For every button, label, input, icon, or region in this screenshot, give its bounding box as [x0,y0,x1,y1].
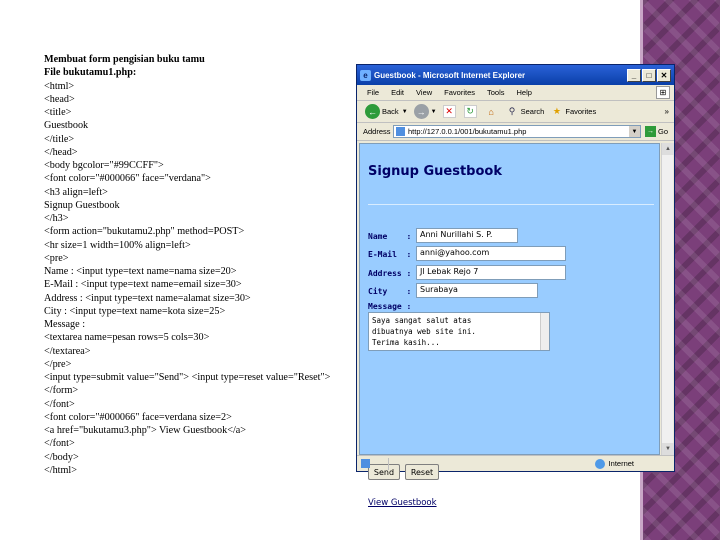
title-bar[interactable] [357,65,674,85]
address-value: http://127.0.0.1/001/bukutamu1.php [408,127,527,136]
code-line: <html> [44,80,75,92]
search-label: Search [520,107,545,116]
back-label: Back [382,107,399,116]
status-bar [357,455,674,471]
star-icon: ★ [552,106,561,116]
code-line: <font color="#000066" face=verdana size=2> [44,411,232,423]
menu-help[interactable]: Help [516,88,532,97]
address-bar [357,123,674,141]
go-label: Go [658,127,669,136]
stop-icon: ✕ [443,105,456,118]
code-line: Signup Guestbook [44,199,120,211]
code-line: </h3> [44,213,69,224]
code-line: <body bgcolor="#99CCFF"> [44,160,164,171]
address-field[interactable]: Jl Lebak Rejo 7 [416,265,566,280]
horizontal-rule [368,204,654,205]
home-button[interactable] [485,105,500,118]
code-line: Guestbook [44,120,89,132]
code-line: </pre> [44,358,72,370]
address-input[interactable] [393,125,641,138]
code-line: Name : <input type=text name=nama size=20> [44,266,237,277]
code-line: </textarea> [44,345,91,357]
menu-view[interactable]: View [416,88,433,97]
code-line: <input type=submit value="Send"> <input type=reset value="Reset"> [44,372,331,383]
forward-arrow-icon: → [414,104,429,119]
code-line: </body> [44,451,79,463]
slide-title: Membuat form pengisian buku tamu [44,54,205,65]
code-line: </html> [44,464,77,476]
go-button[interactable] [645,126,668,137]
favorites-button[interactable] [550,105,596,118]
city-label: City : [368,287,412,296]
toolbar-chevron-icon[interactable]: » [664,107,669,116]
window-title: Guestbook - Microsoft Internet Explorer [374,70,526,80]
message-value: Saya sangat salut atas dibuatnya web site ini. Terima kasih... [372,316,476,347]
code-line: <textarea name=pesan rows=5 cols=30> [44,332,210,344]
code-line: <form action="bukutamu2.php" method=POST> [44,226,245,238]
scroll-down-icon[interactable]: ▼ [662,443,674,455]
code-line: <a href="bukutamu3.php"> View Guestbook</a> [44,425,247,436]
forward-button[interactable] [414,104,437,119]
menu-favorites[interactable]: Favorites [444,88,475,97]
scroll-up-icon[interactable]: ▲ [662,143,674,155]
message-label: Message : [368,302,412,311]
status-divider [388,458,389,470]
code-line: <head> [44,93,75,105]
page-icon [396,127,405,136]
code-line: </font> [44,398,75,410]
status-page-icon [361,459,370,468]
email-label: E-Mail : [368,250,412,259]
back-dropdown-icon[interactable]: ▼ [401,108,408,115]
code-line: City : <input type=text name=kota size=25> [44,305,226,317]
code-line: Message : [44,319,86,330]
globe-icon [595,459,605,469]
code-line: </head> [44,146,78,158]
toolbar [357,101,674,123]
minimize-button[interactable]: _ [627,69,641,82]
address-label: Address [363,127,391,136]
name-field[interactable]: Anni Nurillahi S. P. [416,228,518,243]
code-line: <h3 align=left> [44,186,108,198]
refresh-icon: ↻ [464,105,477,118]
message-textarea[interactable] [368,312,550,351]
code-line: <font color="#000066" face="verdana"> [44,173,211,185]
slide-subtitle: File bukutamu1.php: [44,67,137,79]
browser-window [356,64,675,508]
email-field[interactable]: anni@yahoo.com [416,246,566,261]
code-line: Address : <input type=text name=alamat size=30> [44,292,251,304]
page-scrollbar[interactable] [661,143,673,455]
textarea-scrollbar[interactable] [540,313,549,350]
code-line: <title> [44,107,72,118]
stop-button[interactable] [443,105,458,118]
code-line: <pre> [44,252,69,264]
code-line: </title> [44,133,75,145]
zone-label: Internet [608,459,634,468]
address-field-label: Address : [368,269,412,278]
page-heading: Signup Guestbook [368,164,502,179]
code-listing [44,53,354,477]
security-zone [595,459,634,469]
menu-file[interactable]: File [367,88,380,97]
favorites-label: Favorites [565,107,597,116]
view-guestbook-link[interactable]: View Guestbook [368,498,437,508]
back-arrow-icon: ← [365,104,380,119]
city-field[interactable]: Surabaya [416,283,538,298]
home-icon: ⌂ [488,106,494,117]
refresh-button[interactable] [464,105,479,118]
menu-tools[interactable]: Tools [487,88,505,97]
code-line: </form> [44,385,79,397]
menu-bar [357,85,674,101]
back-button[interactable] [365,104,408,119]
address-dropdown-icon[interactable]: ▼ [629,126,640,137]
send-button[interactable]: Send [368,464,400,480]
search-icon: ⚲ [508,106,516,116]
code-line: <hr size=1 width=100% align=left> [44,239,191,251]
maximize-button[interactable]: □ [642,69,656,82]
go-arrow-icon: → [647,128,654,135]
ie-logo-icon: e [360,70,371,81]
code-line: E-Mail : <input type=text name=email size=30> [44,279,242,291]
search-button[interactable] [506,105,545,118]
forward-dropdown-icon[interactable]: ▼ [430,108,437,115]
code-lines [44,80,354,478]
name-label: Name : [368,232,412,241]
reset-button[interactable]: Reset [405,464,439,480]
code-line: </font> [44,438,75,450]
close-button[interactable]: ✕ [657,69,671,82]
windows-logo-icon: ⊞ [656,86,670,99]
menu-edit[interactable]: Edit [391,88,405,97]
